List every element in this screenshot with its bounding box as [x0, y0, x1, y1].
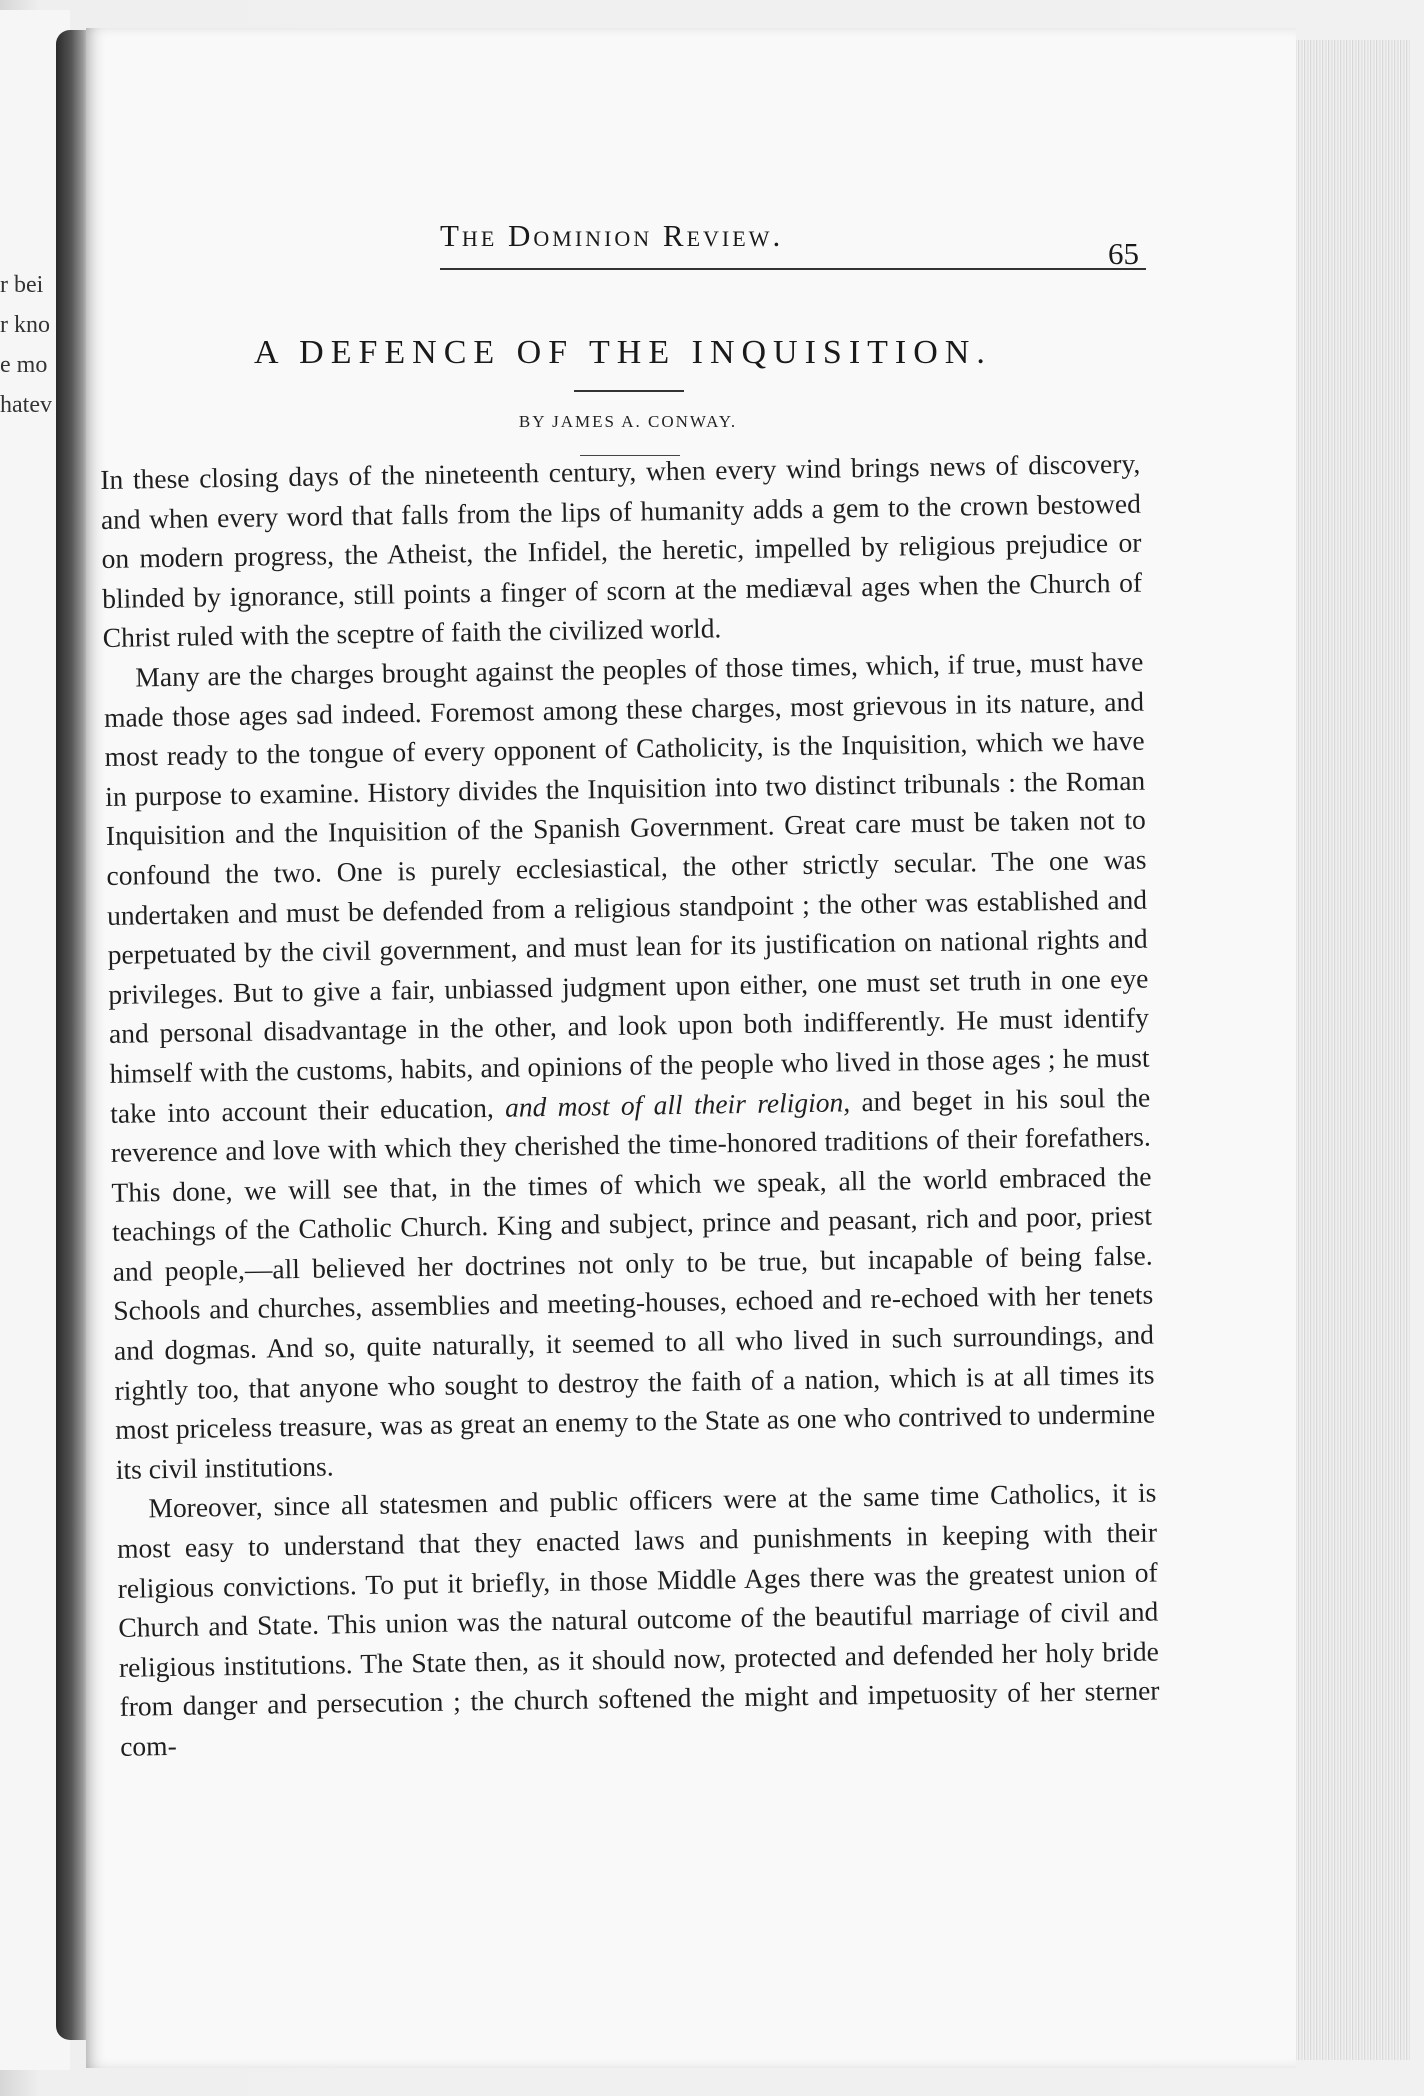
page-edges [1292, 40, 1410, 2060]
paragraph-2-text: Many are the charges brought against the peoples of those times, which, if true, must have made those ages sad indeed. Foremost among these charges, most grievous in its nature, and most ready to the tongue of every opponent of Catholicity, is the Inquisition, which we have in purpose to examine. History divides the Inquisition into two distinct tribunals : the Roman Inquisition and the Inquisition of the Spanish Government. Great care must be taken not to confound the two. One is purely ecclesiastical, the other strictly secular. The one was undertaken and must be defended from a religious standpoint ; the other was established and perpetuated by the civil government, and must lean for its justification on national rights and privileges. But to give a fair, unbiassed judgment upon either, one must set truth in one eye and personal disadvantage in the other, and look upon both indifferently. He must identify himself with the customs, habits, and opinions of the people who lived in those ages ; he must take into account their education, [103, 645, 1150, 1129]
article-byline: BY JAMES A. CONWAY. [518, 412, 738, 431]
article-body [100, 444, 1160, 1767]
facing-page-fragment: r kno [0, 312, 50, 338]
running-head: The Dominion Review. [440, 218, 784, 253]
facing-page-fragment: r bei [0, 272, 44, 298]
facing-page-fragment: hatev [0, 392, 52, 418]
page-number: 65 [1108, 236, 1139, 271]
paragraph-2 [103, 642, 1156, 1490]
title-rule [574, 390, 684, 392]
italic-phrase: and most of all their religion, [504, 1085, 851, 1123]
book-gutter-shadow [56, 30, 90, 2040]
paragraph-1: In these closing days of the nineteenth century, when every wind brings news of discovery, and when every word that falls from the lips of humanity adds a gem to the crown bestowed on modern progress, the Atheist, the Infidel, the heretic, impelled by religious prejudice or blinded by ignorance, still points a finger of scorn at the mediæval ages when the Church of Christ ruled with the sceptre of faith the civilized world. [100, 447, 1143, 654]
facing-page-fragment: e mo [0, 352, 48, 378]
paragraph-2-continued: and beget in his soul the reverence and love with which they cherished the time-honored traditions of their forefathers. This done, we will see that, in the times of which we speak, all the world embraced the teachings of the Catholic Church. King and subject, prince and peasant, rich and poor, priest and people,—all believed her doctrines not only to be true, but incapable of being false. Schools and churches, assemblies and meeting-houses, echoed and re-echoed with her tenets and dogmas. And so, quite naturally, it seemed to all who lived in such surroundings, and rightly too, that anyone who sought to destroy the faith of a nation, which is at all times its most priceless treasure, was as great an enemy to the State as one who contrived to undermine its civil institutions. [110, 1081, 1156, 1485]
paragraph-3: Moreover, since all statesmen and public officers were at the same time Catholics, it is most easy to understand that they enacted laws and punishments in keeping with their religious convictions. To put it briefly, in those Middle Ages there was the greatest union of Church and State. This union was the natural outcome of the beautiful marriage of civil and religious institutions. The State then, as it should now, protected and defended her holy bride from danger and persecution ; the church softened the might and impetuosity of her sterner com- [116, 1476, 1160, 1762]
article-title: A DEFENCE OF THE INQUISITION. [254, 334, 992, 371]
header-rule [440, 268, 1146, 270]
